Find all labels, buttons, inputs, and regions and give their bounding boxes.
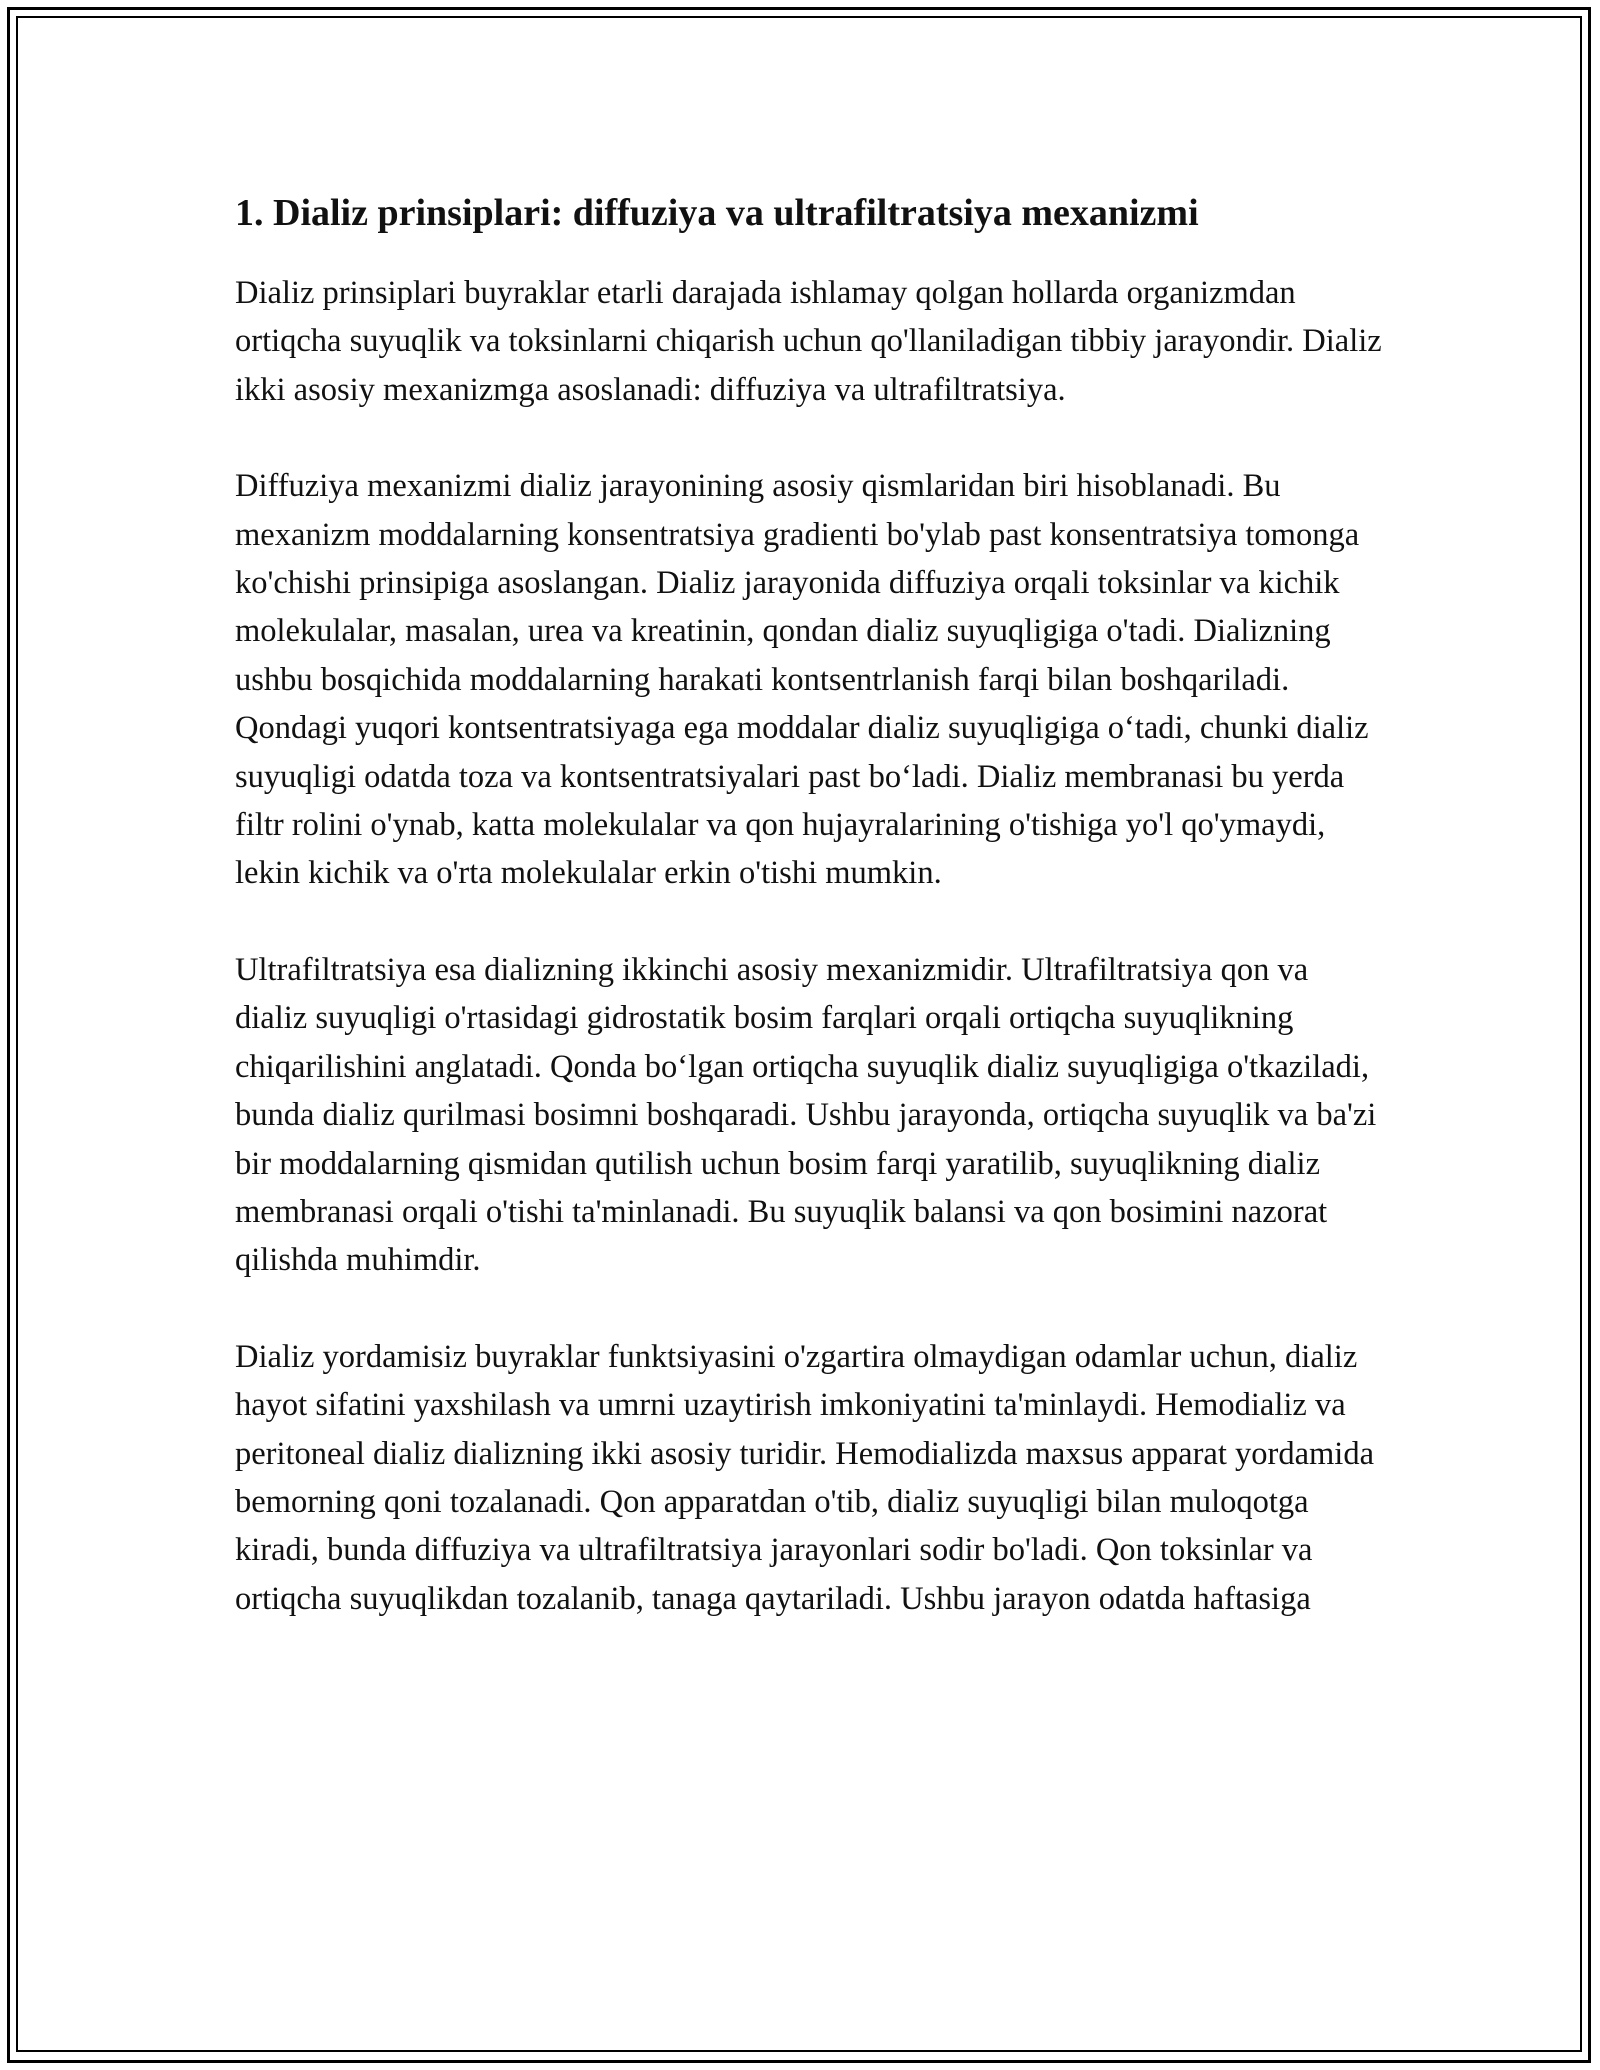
paragraph-ultrafiltration: Ultrafiltratsiya esa dializning ikkinchi asosiy mexanizmidir. Ultrafiltratsiya qon va dializ suyuqligi o'rtasidagi gidrostatik bosim farqlari orqali ortiqcha suyuqlikning chiqarilishini anglatadi. Qonda bo‘lgan ortiqcha suyuqlik dializ suyuqligiga o'tkaziladi, bunda dializ qurilmasi bosimni boshqaradi. Ushbu jarayonda, ortiqcha suyuqlik va ba'zi bir moddalarning qismidan qutilish uchun bosim farqi yaratilib, suyuqlikning dializ membranasi orqali o'tishi ta'minlanadi. Bu suyuqlik balansi va qon bosimini nazorat qilishda muhimdir.: [235, 951, 1377, 1279]
page-title: 1. Dializ prinsiplari: diffuziya va ultrafiltratsiya mexanizmi: [235, 192, 1199, 234]
document-body: [235, 185, 1385, 1671]
paragraph-dialysis-types: Dializ yordamisiz buyraklar funktsiyasini o'zgartira olmaydigan odamlar uchun, dializ hayot sifatini yaxshilash va umrni uzaytirish imkoniyatini ta'minlaydi. Hemodializ va peritoneal dializ dializning ikki asosiy turidir. Hemodializda maxsus apparat yordamida bemorning qoni tozalanadi. Qon apparatdan o'tib, dializ suyuqligi bilan muloqotga kiradi, bunda diffuziya va ultrafiltratsiya jarayonlari sodir bo'ladi. Qon toksinlar va ortiqcha suyuqlikdan tozalanib, tanaga qaytariladi. Ushbu jarayon odatda haftasiga: [235, 1338, 1374, 1617]
paragraph-diffusion: Diffuziya mexanizmi dializ jarayonining asosiy qismlaridan biri hisoblanadi. Bu mexanizm moddalarning konsentratsiya gradienti bo'ylab past konsentratsiya tomonga ko'chishi prinsipiga asoslangan. Dializ jarayonida diffuziya orqali toksinlar va kichik molekulalar, masalan, urea va kreatinin, qondan dializ suyuqligiga o'tadi. Dializning ushbu bosqichida moddalarning harakati kontsentrlanish farqi bilan boshqariladi. Qondagi yuqori kontsentratsiyaga ega moddalar dializ suyuqligiga o‘tadi, chunki dializ suyuqligi odatda toza va kontsentratsiyalari past bo‘ladi. Dializ membranasi bu yerda filtr rolini o'ynab, katta molekulalar va qon hujayralarining o'tishiga yo'l qo'ymaydi, lekin kichik va o'rta molekulalar erkin o'tishi mumkin.: [235, 468, 1369, 892]
paragraph-intro: Dializ prinsiplari buyraklar etarli darajada ishlamay qolgan hollarda organizmdan ortiqcha suyuqlik va toksinlarni chiqarish uchun qo'llaniladigan tibbiy jarayondir. Dializ ikki asosiy mexanizmga asoslanadi: diffuziya va ultrafiltratsiya.: [235, 275, 1382, 408]
